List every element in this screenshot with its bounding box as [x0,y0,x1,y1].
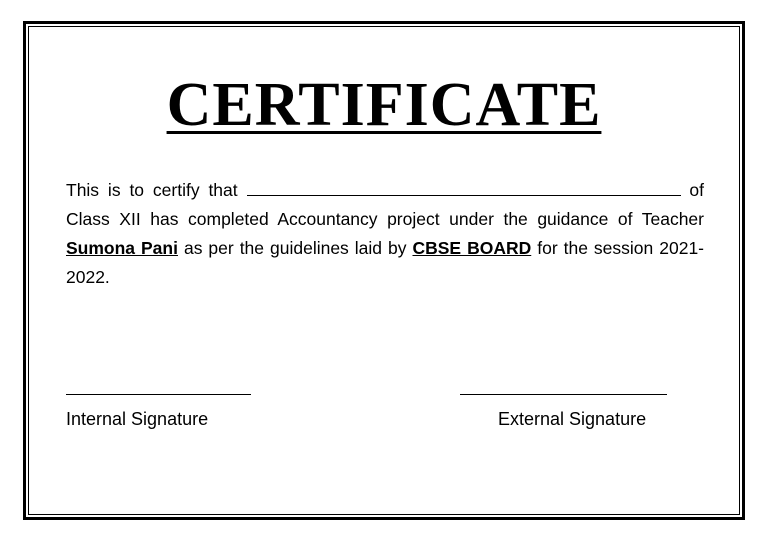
certificate-body [66,176,704,292]
teacher-name: Sumona Pani [66,238,178,258]
session-text: for the session 2021-2022. [66,238,705,287]
guidelines-text: as per the guidelines laid by [177,238,413,258]
board-name: CBSE BOARD [412,238,532,258]
internal-signature-line [66,394,251,395]
external-signature-label: External Signature [498,409,647,429]
certify-prefix: This is to certify that [66,180,247,200]
certificate-title: CERTIFICATE [166,71,602,139]
class-project-text: of Class XII has completed Accountancy project under the guidance of Teacher [66,180,704,229]
external-signature-line [460,394,667,395]
student-name-blank-line [247,177,681,196]
internal-signature-label: Internal Signature [66,409,209,429]
